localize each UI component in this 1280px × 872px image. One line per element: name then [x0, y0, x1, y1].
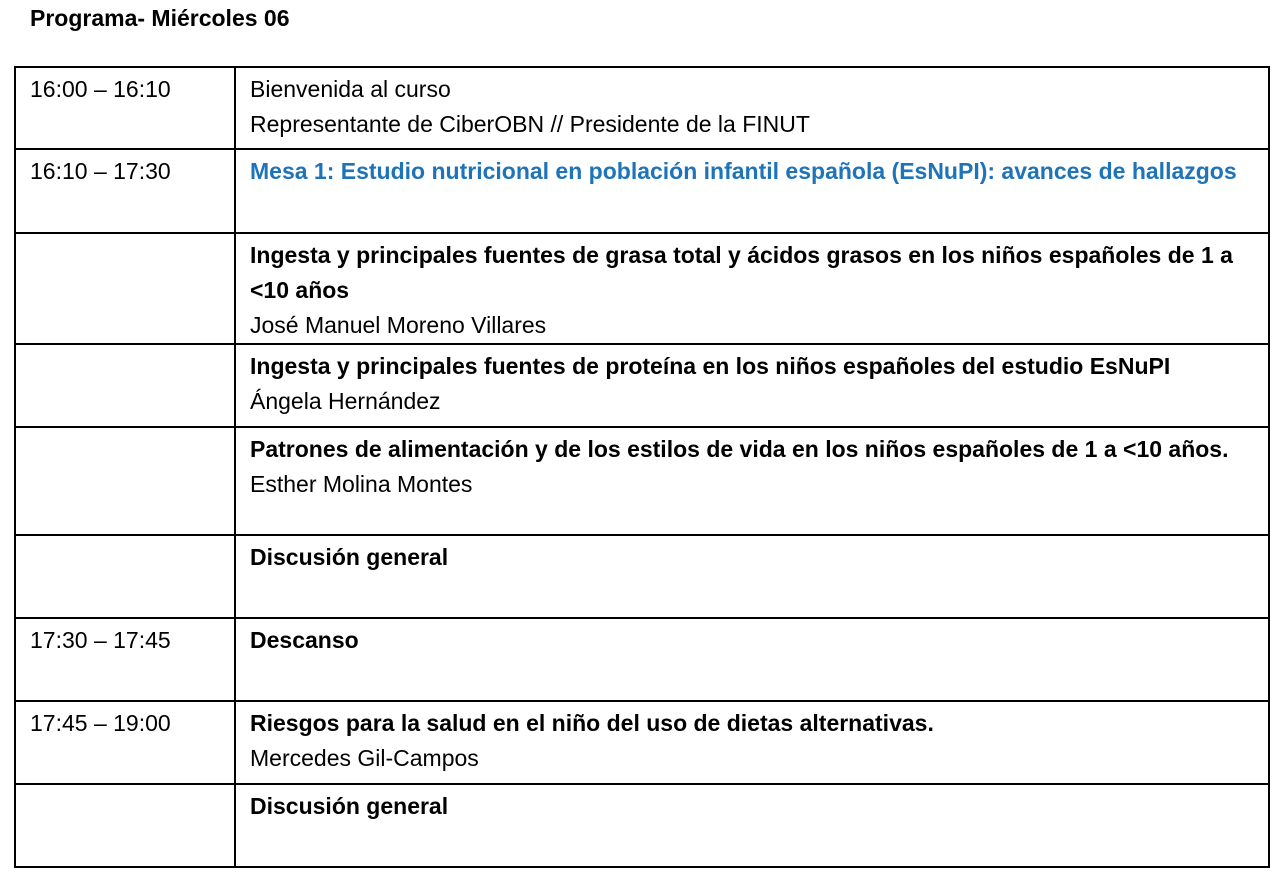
table-row — [15, 427, 1269, 535]
session-cell — [235, 233, 1269, 344]
table-row — [15, 784, 1269, 867]
time-cell — [15, 233, 235, 344]
table-row — [15, 618, 1269, 701]
table-row — [15, 701, 1269, 784]
talk-speaker: Ángela Hernández — [250, 388, 441, 414]
table-row — [15, 67, 1269, 149]
session-cell — [235, 618, 1269, 701]
talk-title: Ingesta y principales fuentes de grasa total y ácidos grasos en los niños españoles de 1 a <10 años — [250, 242, 1233, 303]
session-speaker: Representante de CiberOBN // Presidente de la FINUT — [250, 111, 810, 137]
talk-title: Riesgos para la salud en el niño del uso de dietas alternativas. — [250, 710, 934, 736]
session-cell — [235, 701, 1269, 784]
time-cell — [15, 784, 235, 867]
time-cell — [15, 535, 235, 618]
time-cell: 16:00 – 16:10 — [15, 67, 235, 149]
session-cell — [235, 427, 1269, 535]
talk-speaker: Esther Molina Montes — [250, 471, 473, 497]
time-cell: 16:10 – 17:30 — [15, 149, 235, 233]
panel-heading: Mesa 1: Estudio nutricional en población infantil española (EsNuPI): avances de hallazgos — [250, 158, 1237, 184]
session-cell — [235, 784, 1269, 867]
time-cell — [15, 344, 235, 427]
break-label: Descanso — [250, 627, 359, 653]
talk-speaker: Mercedes Gil-Campos — [250, 745, 479, 771]
session-title: Bienvenida al curso — [250, 76, 451, 102]
session-cell — [235, 149, 1269, 233]
discussion-label: Discusión general — [250, 544, 449, 570]
time-cell — [15, 427, 235, 535]
session-cell — [235, 344, 1269, 427]
table-row — [15, 535, 1269, 618]
table-row — [15, 149, 1269, 233]
talk-title: Patrones de alimentación y de los estilos de vida en los niños españoles de 1 a <10 años. — [250, 436, 1229, 462]
talk-speaker: José Manuel Moreno Villares — [250, 312, 547, 338]
time-cell: 17:30 – 17:45 — [15, 618, 235, 701]
page-title: Programa- Miércoles 06 — [30, 5, 290, 31]
session-cell — [235, 535, 1269, 618]
session-cell — [235, 67, 1269, 149]
time-cell: 17:45 – 19:00 — [15, 701, 235, 784]
program-table — [14, 66, 1270, 868]
table-row — [15, 233, 1269, 344]
table-row — [15, 344, 1269, 427]
discussion-label: Discusión general — [250, 793, 449, 819]
talk-title: Ingesta y principales fuentes de proteína en los niños españoles del estudio EsNuPI — [250, 353, 1171, 379]
